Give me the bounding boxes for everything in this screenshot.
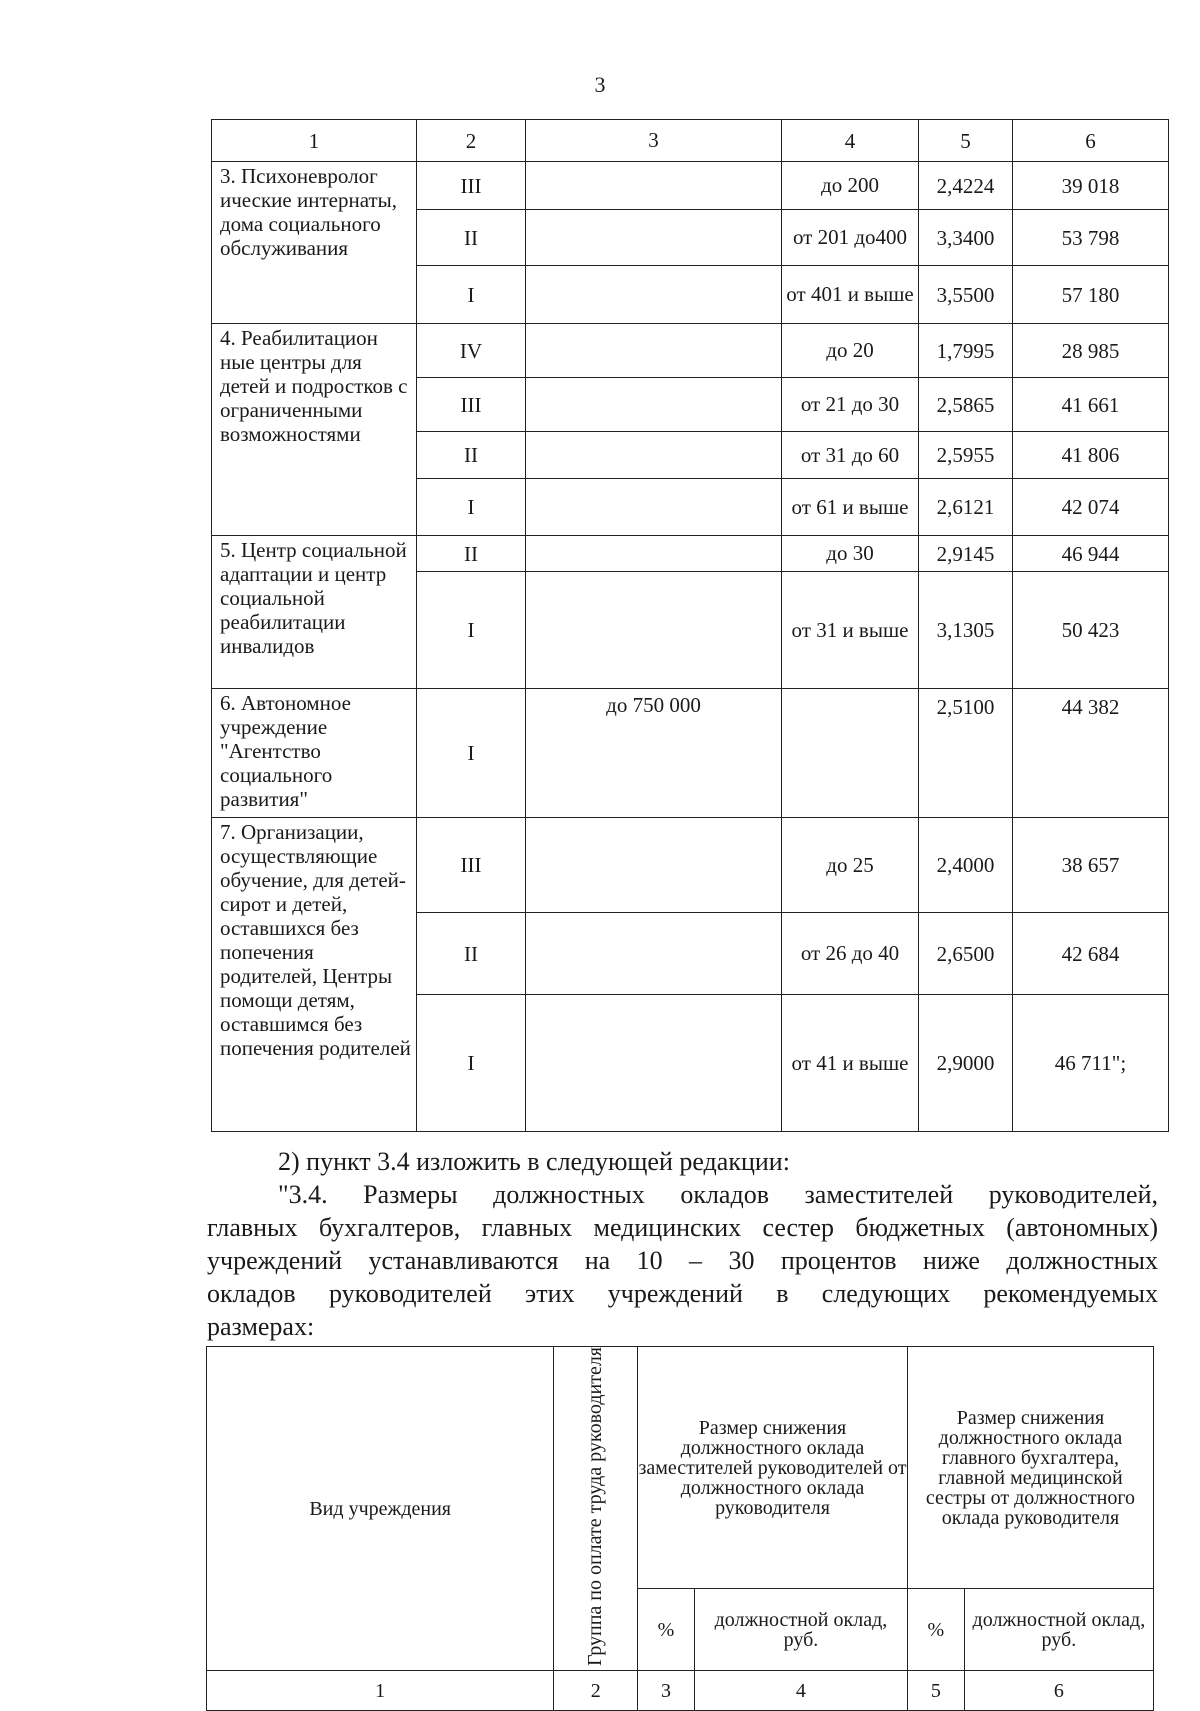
column-numbers-row	[207, 1671, 1154, 1711]
column-number: 3	[638, 1671, 695, 1711]
table-salary-cell: 44 382	[1013, 689, 1169, 818]
page-number: 3	[594, 72, 606, 97]
table-salary-cell: 41 806	[1013, 432, 1169, 479]
table-coefficient-cell: 2,6500	[919, 913, 1013, 995]
table-range-cell	[526, 162, 782, 210]
table-coefficient-cell: 2,9145	[919, 536, 1013, 572]
table-header-cell: 2	[417, 120, 526, 162]
column-number: 4	[694, 1671, 907, 1711]
table-salary-cell: 41 661	[1013, 378, 1169, 432]
table-group-cell: II	[417, 210, 526, 266]
table-salary-cell: 42 074	[1013, 479, 1169, 536]
table-size-cell: от 401 и выше	[782, 266, 919, 324]
table-range-cell	[526, 210, 782, 266]
table-group-cell: IV	[417, 324, 526, 378]
table-size-cell: от 21 до 30	[782, 378, 919, 432]
table-range-cell	[526, 266, 782, 324]
table-header-row	[212, 120, 1169, 162]
institution-name: 7. Организации, осуществляющие обучение, для детей-сирот и детей, оставшихся без попечения родителей, Центры помощи детям, оставшимся без попечения родителей	[212, 818, 417, 1132]
table-size-cell: до 25	[782, 818, 919, 913]
table-salary-cell: 50 423	[1013, 572, 1169, 689]
header-group	[554, 1347, 638, 1671]
table-header-cell: 1	[212, 120, 417, 162]
table-coefficient-cell: 2,4224	[919, 162, 1013, 210]
institution-name: 6. Автономное учреждение "Агентство социального развития"	[212, 689, 417, 818]
header-deputy-reduction: Размер снижения должностного оклада заместителей руководителей от должностного оклада руководителя	[638, 1347, 908, 1589]
table-coefficient-cell: 2,5865	[919, 378, 1013, 432]
table-row	[212, 536, 1169, 572]
table-range-cell	[526, 818, 782, 913]
table-salary-cell: 38 657	[1013, 818, 1169, 913]
table-range-cell	[526, 479, 782, 536]
table-coefficient-cell: 1,7995	[919, 324, 1013, 378]
table-range-cell	[526, 995, 782, 1132]
table-group-cell: II	[417, 536, 526, 572]
table-coefficient-cell: 3,1305	[919, 572, 1013, 689]
table-group-cell: I	[417, 266, 526, 324]
institution-name: 5. Центр социальной адаптации и центр социальной реабилитации инвалидов	[212, 536, 417, 689]
table-salary-cell: 42 684	[1013, 913, 1169, 995]
table-range-cell	[526, 536, 782, 572]
table-salary-cell: 53 798	[1013, 210, 1169, 266]
table-size-cell: от 31 и выше	[782, 572, 919, 689]
table-group-cell: I	[417, 995, 526, 1132]
column-number: 6	[964, 1671, 1153, 1711]
table-size-cell: до 200	[782, 162, 919, 210]
amendment-text	[207, 1145, 1158, 1343]
table-group-cell: I	[417, 479, 526, 536]
table-group-cell: III	[417, 378, 526, 432]
header-chief-percent: %	[907, 1589, 964, 1671]
header-deputy-percent: %	[638, 1589, 695, 1671]
table-size-cell: от 201 до400	[782, 210, 919, 266]
table-coefficient-cell: 2,4000	[919, 818, 1013, 913]
table-group-cell: II	[417, 432, 526, 479]
amendment-item: 2) пункт 3.4 изложить в следующей редакции:	[278, 1147, 790, 1176]
table-group-cell: III	[417, 818, 526, 913]
column-number: 2	[554, 1671, 638, 1711]
table-row	[212, 162, 1169, 210]
table-group-cell: I	[417, 689, 526, 818]
table-size-cell: от 41 и выше	[782, 995, 919, 1132]
table-range-cell	[526, 324, 782, 378]
column-number: 5	[907, 1671, 964, 1711]
table-salary-cell: 46 711";	[1013, 995, 1169, 1132]
header-deputy-salary: должностной оклад, руб.	[694, 1589, 907, 1671]
table-row	[212, 818, 1169, 913]
table-coefficient-cell: 2,6121	[919, 479, 1013, 536]
header-institution: Вид учреждения	[207, 1347, 554, 1671]
table-coefficient-cell: 3,3400	[919, 210, 1013, 266]
table-coefficient-cell: 2,9000	[919, 995, 1013, 1132]
header-chief-salary: должностной оклад, руб.	[964, 1589, 1153, 1671]
table-header-cell: 4	[782, 120, 919, 162]
table-coefficient-cell: 3,5500	[919, 266, 1013, 324]
table-size-cell: до 20	[782, 324, 919, 378]
table-row	[212, 324, 1169, 378]
table-range-cell	[526, 913, 782, 995]
table-range-cell	[526, 572, 782, 689]
table-size-cell: от 31 до 60	[782, 432, 919, 479]
table-header-cell: 5	[919, 120, 1013, 162]
table-range-cell	[526, 432, 782, 479]
table-header-cell: 6	[1013, 120, 1169, 162]
table-range-cell: до 750 000	[526, 689, 782, 818]
institution-name: 4. Реабилитацион ные центры для детей и подростков с ограниченными возможностями	[212, 324, 417, 536]
table-salary-cell: 57 180	[1013, 266, 1169, 324]
table-coefficient-cell: 2,5955	[919, 432, 1013, 479]
table-coefficient-cell: 2,5100	[919, 689, 1013, 818]
table-header-cell: 3	[526, 120, 782, 162]
reduction-table	[206, 1346, 1154, 1711]
table-group-cell: II	[417, 913, 526, 995]
salary-table	[211, 119, 1169, 1132]
header-chief-reduction: Размер снижения должностного оклада главного бухгалтера, главной медицинской сестры от должностного оклада руководителя	[907, 1347, 1153, 1589]
table-size-cell: до 30	[782, 536, 919, 572]
header-group-label: Группа по оплате труда руководителя	[584, 1347, 607, 1667]
table-size-cell	[782, 689, 919, 818]
table-group-cell: I	[417, 572, 526, 689]
table-size-cell: от 26 до 40	[782, 913, 919, 995]
table-salary-cell: 28 985	[1013, 324, 1169, 378]
table-salary-cell: 46 944	[1013, 536, 1169, 572]
table-size-cell: от 61 и выше	[782, 479, 919, 536]
table-salary-cell: 39 018	[1013, 162, 1169, 210]
amendment-clause: "3.4. Размеры должностных окладов заместителей руководителей, главных бухгалтеров, главных медицинских сестер бюджетных (автономных) учреждений устанавливаются на 10 – 30 процентов ниже должностных окладов руководителей этих учреждений в следующих рекомендуемых размерах:	[207, 1180, 1158, 1341]
table-range-cell	[526, 378, 782, 432]
table-row	[212, 689, 1169, 818]
institution-name: 3. Психоневролог ические интернаты, дома социального обслуживания	[212, 162, 417, 324]
column-number: 1	[207, 1671, 554, 1711]
table-group-cell: III	[417, 162, 526, 210]
